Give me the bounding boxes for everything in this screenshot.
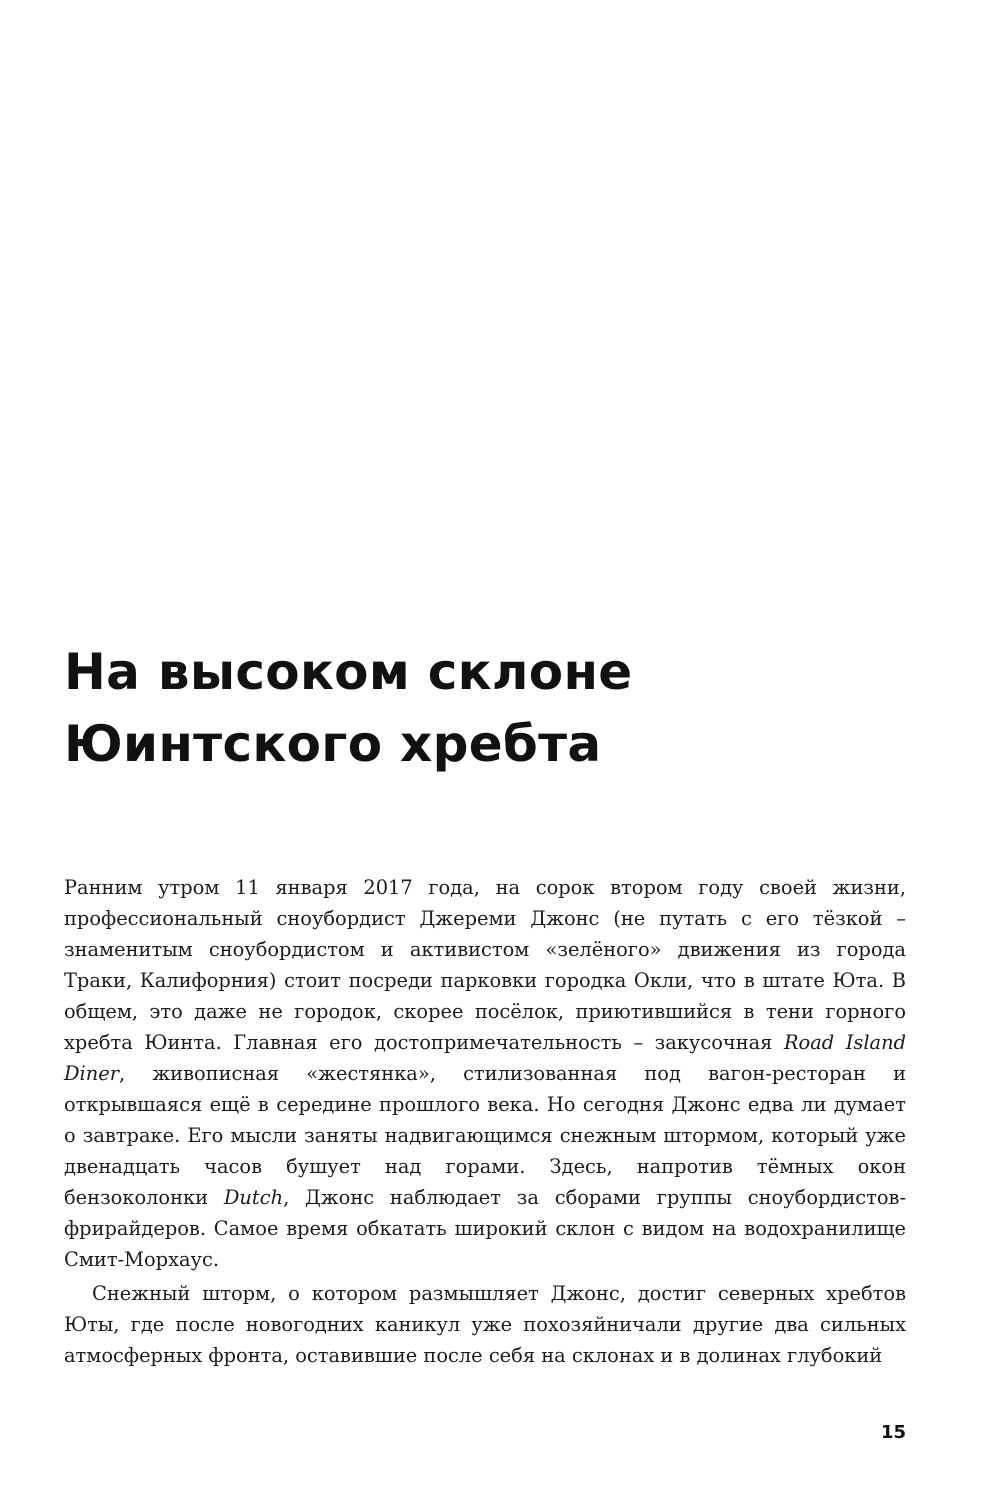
chapter-title (64, 636, 884, 780)
chapter-title-line-2: Юинтского хребта (64, 715, 602, 773)
paragraph-1-text-b: , живописная «жестянка», стилизованная под вагон-ресторан и открывшаяся ещё в середине прошлого века. Но сегодня Джонс едва ли думает о завтраке. Его мысли заняты надвигающимся снежным штормом, который уже двенадцать часов бушует над горами. Здесь, напротив тёмных окон бензоколонки (64, 1062, 906, 1209)
paragraph-1-text-a: Ранним утром 11 января 2017 года, на сорок втором году своей жизни, профессиональный сноубордист Джереми Джонс (не путать с его тёзкой – знаменитым сноубордистом и активистом «зелёного» движения из города Траки, Калифорния) стоит посреди парковки городка Окли, что в штате Юта. В общем, это даже не городок, скорее посёлок, приютившийся в тени горного хребта Юинта. Главная его достопримечательность – закусочная (64, 876, 906, 1054)
paragraph-2-text: Снежный шторм, о котором размышляет Джонс, достиг северных хребтов Юты, где после новогодних каникул уже похозяйничали другие два сильных атмосферных фронта, оставившие после себя на склонах и в долинах глубокий (64, 1282, 906, 1367)
paragraph-1-italic-diner: Road Island Diner (64, 1031, 907, 1085)
page-number: 15 (880, 1422, 906, 1443)
paragraph-1-italic-dutch: Dutch (223, 1186, 284, 1209)
paragraph-2 (64, 1278, 906, 1371)
paragraph-1 (64, 872, 906, 1275)
paragraph-1-text-c: , Джонс наблюдает за сборами группы сноубордистов-фрирайдеров. Самое время обкатать широкий склон с видом на водохранилище Смит-Морхаус. (64, 1186, 906, 1271)
chapter-title-line-1: На высоком склоне (64, 643, 633, 701)
body-text (64, 872, 906, 1371)
